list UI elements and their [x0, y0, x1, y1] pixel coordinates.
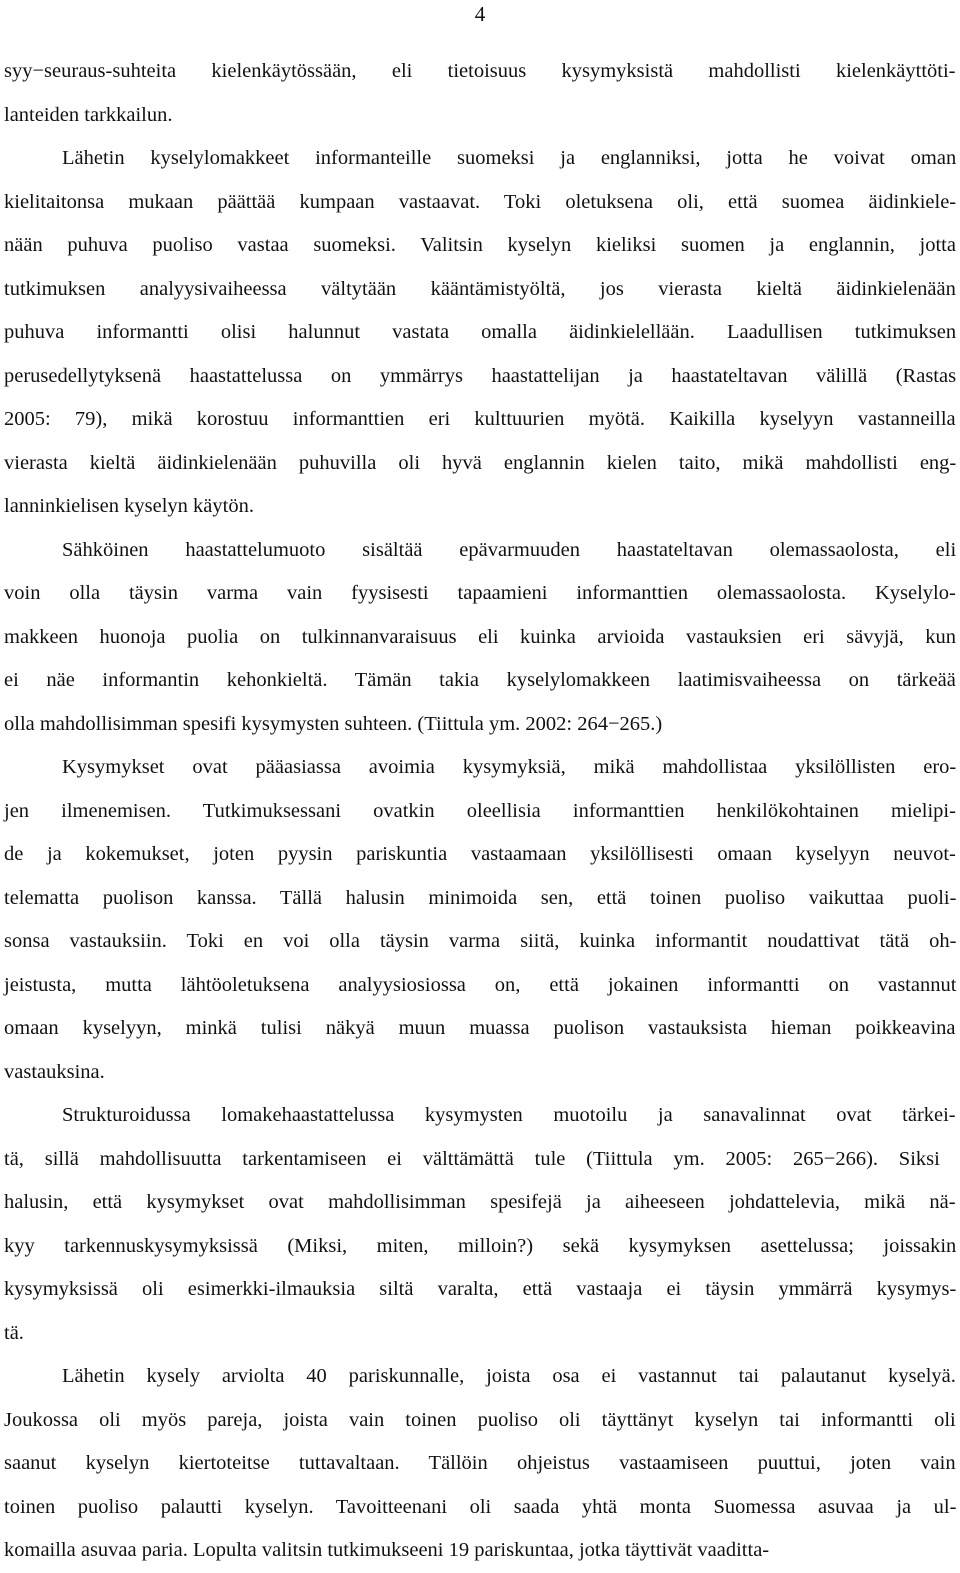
text-line: sonsa vastauksiin. Toki en voi olla täysin varma siitä, kuinka informantit noudattivat tätä oh- [4, 930, 957, 952]
text-line: halusin, että kysymykset ovat mahdollisimman spesifejä ja aiheeseen johdattelevia, mikä nä- [4, 1191, 956, 1213]
text-line: Joukossa oli myös pareja, joista vain toinen puoliso oli täyttänyt kyselyn tai informantti oli [4, 1408, 956, 1431]
text-line: tutkimuksen analyysivaiheessa vältytään kääntämistyöltä, jos vierasta kieltä äidinkielenään [4, 277, 956, 300]
text-line: toinen puoliso palautti kyselyn. Tavoitteenani oli saada yhtä monta Suomessa asuvaa ja ul- [4, 1495, 957, 1518]
text-line: komailla asuvaa paria. Lopulta valitsin tutkimukseeni 19 pariskuntaa, jotka täyttivät vaadittа- [4, 1539, 770, 1561]
text-line: saanut kyselyn kiertoteitse tuttavaltaan. Tällöin ohjeistus vastaamiseen puuttui, joten vain [4, 1452, 956, 1474]
paragraph [4, 746, 956, 1094]
text-line: jen ilmenemisen. Tutkimuksessani ovatkin oleellisia informanttien henkilökohtainen mielipi- [4, 799, 956, 822]
text-line: tä, sillä mahdollisuutta tarkentamiseen ei välttämättä tule (Tiittula ym. 2005: 265−266). Siksi [4, 1147, 940, 1170]
paragraph [4, 50, 956, 137]
text-line: puhuva informantti olisi halunnut vastata omalla äidinkielellään. Laadullisen tutkimuksen [4, 321, 957, 343]
paragraph [4, 137, 956, 529]
paragraph [4, 1094, 956, 1355]
text-line: vierasta kieltä äidinkielenään puhuvilla oli hyvä englannin kielen taito, mikä mahdollisti eng- [4, 451, 957, 474]
paragraph [4, 1355, 956, 1573]
body-text [4, 50, 956, 1573]
text-line: Kysymykset ovat pääasiassa avoimia kysymyksiä, mikä mahdollistaa yksilöllisten ero- [62, 756, 957, 778]
text-line: perusedellytyksenä haastattelussa on ymmärrys haastattelijan ja haastateltavan välillä (Rastas [4, 364, 957, 387]
paragraph [4, 529, 956, 747]
text-line: de ja kokemukset, joten pyysin pariskuntia vastaamaan yksilöllisesti omaan kyselyyn neuvot- [4, 843, 956, 865]
text-line: Strukturoidussa lomakehaastattelussa kysymysten muotoilu ja sanavalinnat ovat tärkei- [62, 1104, 956, 1126]
text-line: syy−seuraus-suhteita kielenkäytössään, eli tietoisuus kysymyksistä mahdollisti kielenkäyttöti- [4, 60, 956, 82]
text-line: kyy tarkennuskysymyksissä (Miksi, miten, milloin?) sekä kysymyksen asettelussa; joissakin [4, 1234, 957, 1257]
text-line: makkeen huonoja puolia on tulkinnanvaraisuus eli kuinka arvioida vastauksien eri sävyjä, kun [4, 625, 956, 648]
text-line: Lähetin kyselylomakkeet informanteille suomeksi ja englanniksi, jotta he voivat oman [62, 147, 957, 169]
text-line: jeistusta, mutta lähtöoletuksena analyysiosiossa on, että jokainen informantti on vastannut [4, 973, 957, 996]
text-line: kielitaitonsa mukaan päättää kumpaan vastaavat. Toki oletuksena oli, että suomea äidinkiele- [4, 190, 957, 213]
text-line: omaan kyselyyn, minkä tulisi näkyä muun muassa puolison vastauksista hieman poikkeavina [4, 1017, 956, 1039]
text-line: Lähetin kysely arviolta 40 pariskunnalle, joista osa ei vastannut tai palautanut kyselyä. [62, 1365, 956, 1387]
text-line: voin olla täysin varma vain fyysisesti tapaamieni informanttien olemassaolosta. Kyselylo- [4, 582, 956, 604]
text-line: ei näe informantin kehonkieltä. Tämän takia kyselylomakkeen laatimisvaiheessa on tärkeää [4, 669, 956, 691]
text-line: 2005: 79), mikä korostuu informanttien eri kulttuurien myötä. Kaikilla kyselyyn vastanneilla [4, 408, 956, 430]
text-line: olla mahdollisimman spesifi kysymysten suhteen. (Tiittula ym. 2002: 264−265.) [4, 712, 663, 735]
page-number: 4 [474, 2, 486, 26]
text-line: telematta puolison kanssa. Tällä halusin minimoida sen, että toinen puoliso vaikuttaa puoli- [4, 886, 957, 909]
text-line: kysymyksissä oli esimerkki-ilmauksia siltä varalta, että vastaaja ei täysin ymmärrä kysymys- [4, 1278, 957, 1300]
text-line: lanteiden tarkkailun. [4, 103, 173, 126]
text-line: tä. [4, 1321, 24, 1344]
text-line: Sähköinen haastattelumuoto sisältää epävarmuuden haastateltavan olemassaolosta, eli [62, 538, 957, 561]
text-line: nään puhuva puoliso vastaa suomeksi. Valitsin kyselyn kieliksi suomen ja englannin, jotta [4, 234, 956, 256]
text-line: lanninkielisen kyselyn käytön. [4, 495, 254, 517]
text-line: vastauksina. [4, 1060, 105, 1083]
